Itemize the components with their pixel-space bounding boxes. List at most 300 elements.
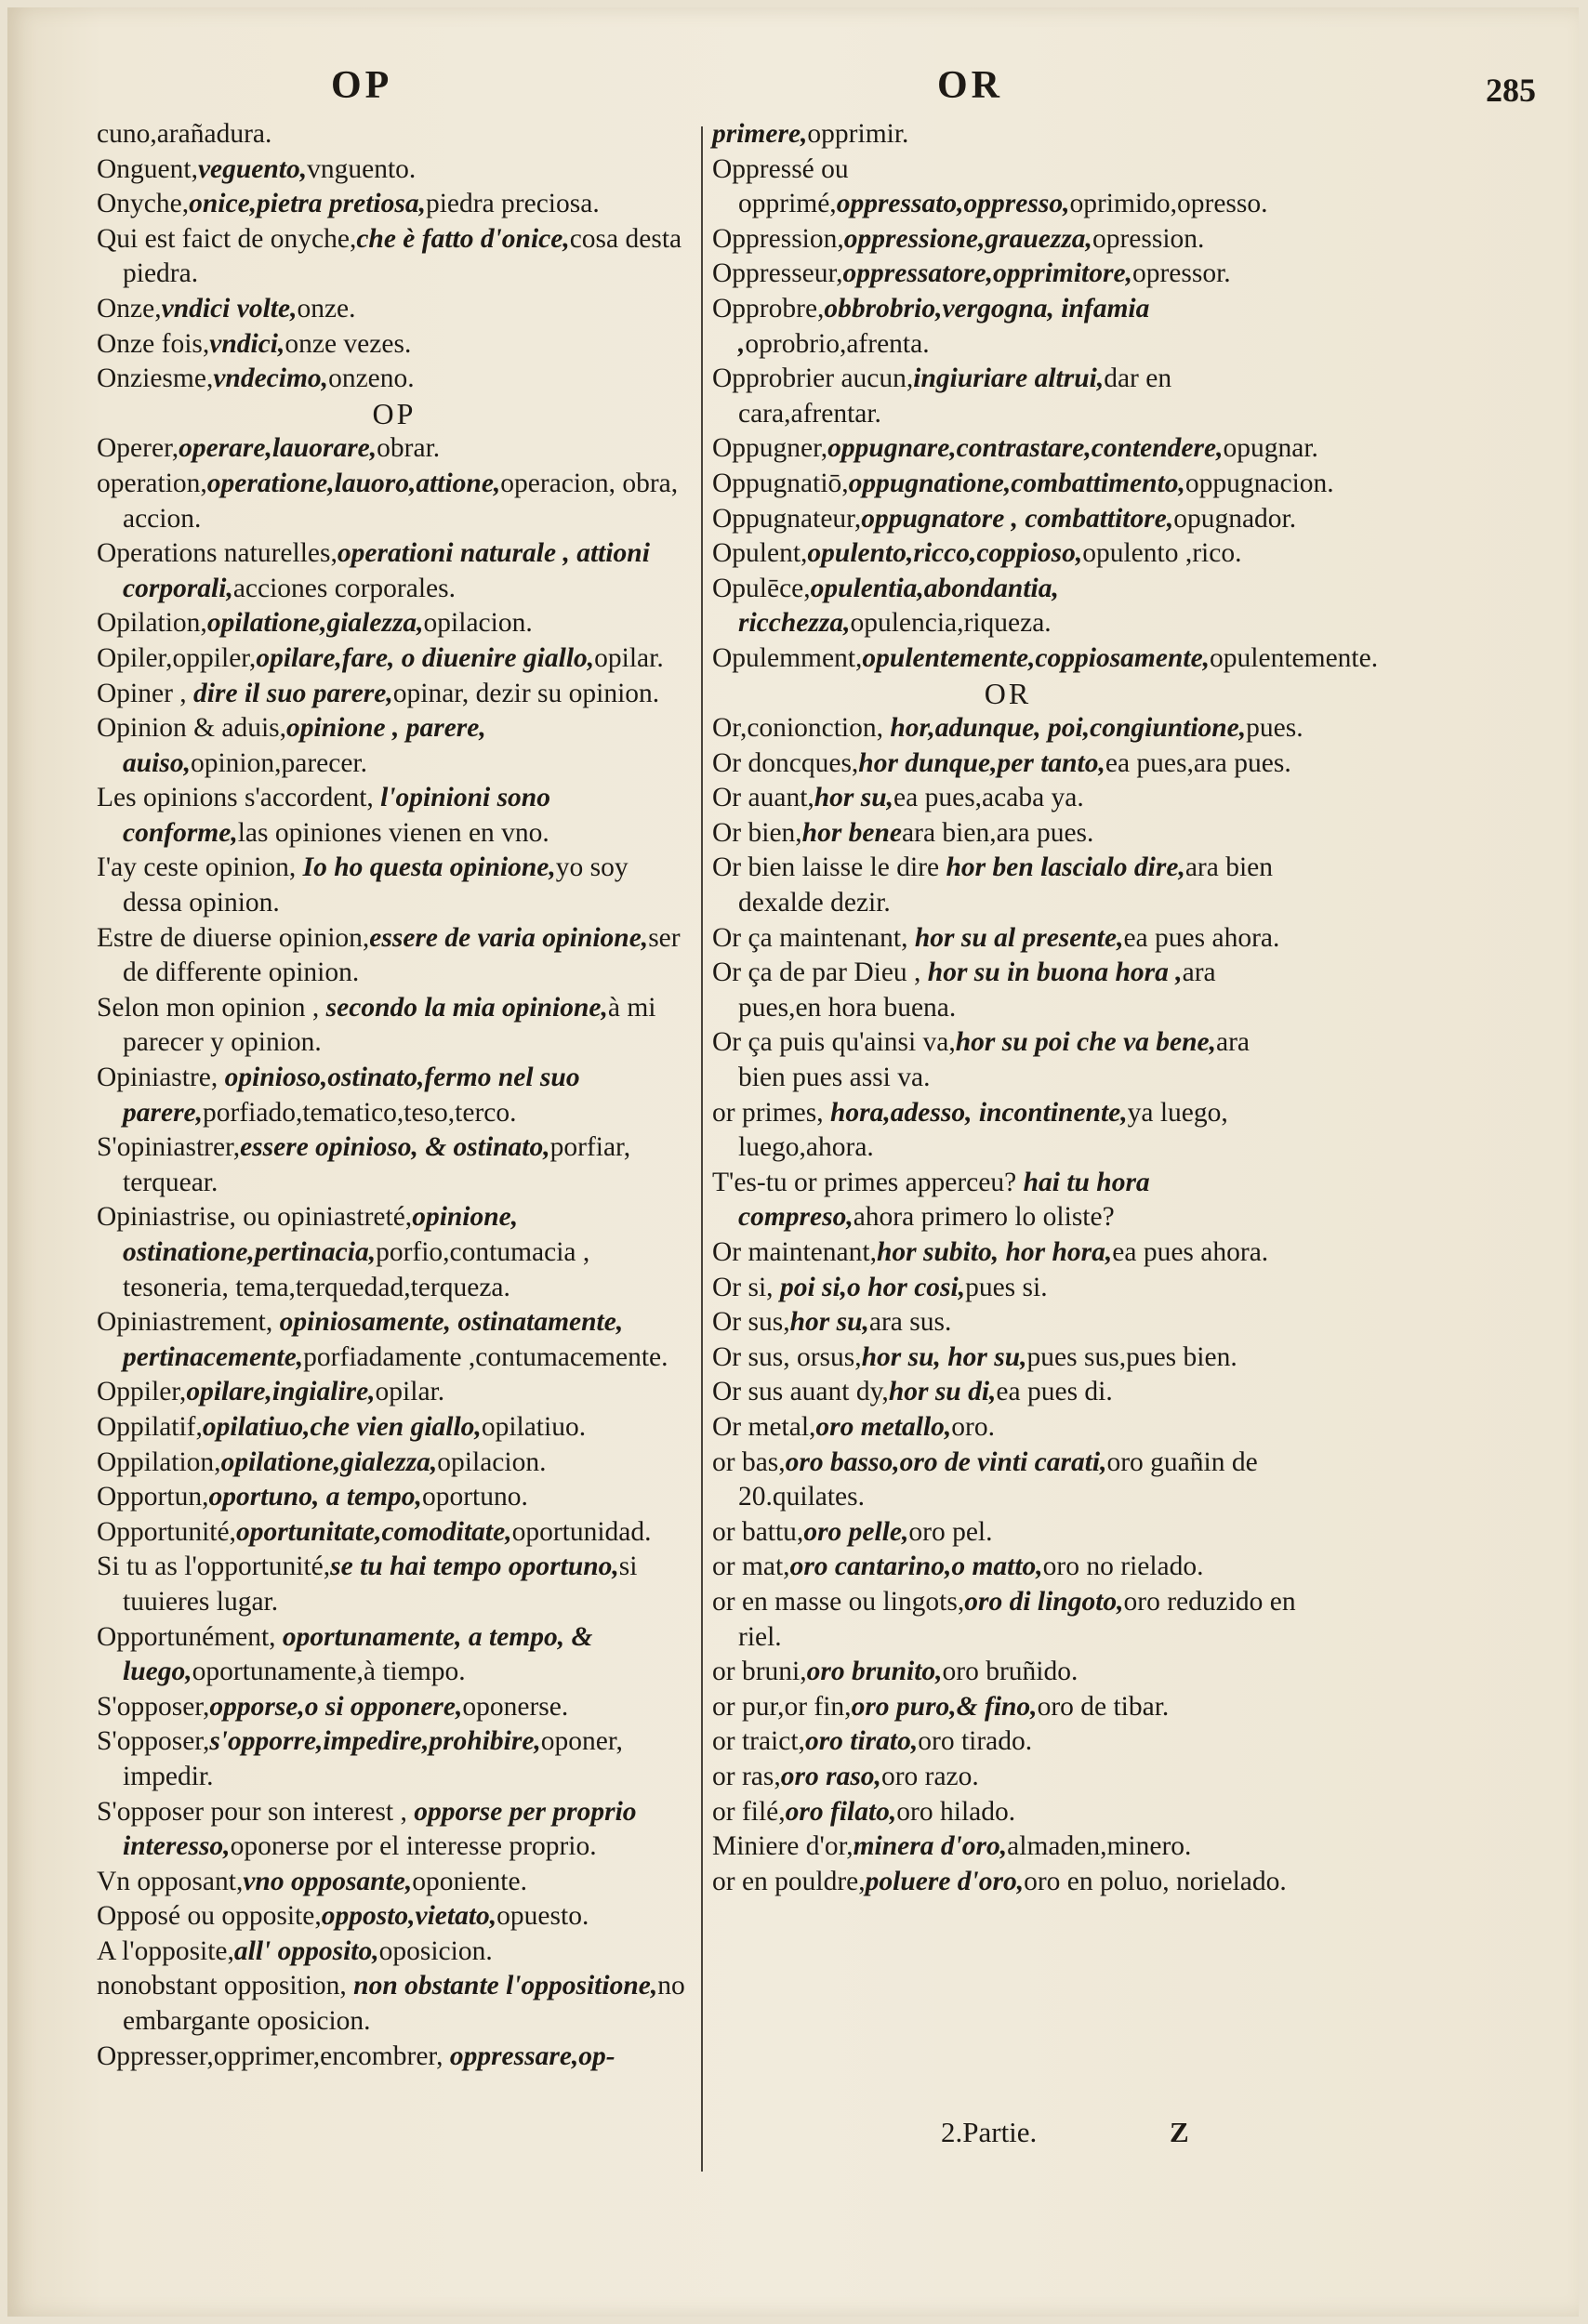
entry-italian: all' opposito, xyxy=(233,1935,379,1966)
entry-french: Onyche, xyxy=(97,189,190,219)
entry-french: Or ça de par Dieu , xyxy=(712,957,928,988)
entry-italian: primere, xyxy=(712,119,808,149)
entry-french: Opportunément, xyxy=(97,1621,283,1652)
entry-french: Opinion & aduis, xyxy=(97,713,287,744)
entry-italian: opilatione,gialezza, xyxy=(206,608,424,639)
entry-italian: hor ben lascialo dire, xyxy=(946,852,1185,883)
entry-spanish: oro reduzido en riel. xyxy=(738,1586,1296,1652)
entry-italian: operationi naturale , attioni corporali, xyxy=(123,538,650,603)
entry-italian: hor,adunque, poi,congiuntione, xyxy=(890,713,1247,744)
entry-french: Opiniastre, xyxy=(97,1063,225,1093)
entry-spanish: onze. xyxy=(297,293,356,324)
entry-spanish: opuesto. xyxy=(496,1901,589,1932)
dictionary-entry xyxy=(712,1550,1303,1585)
entry-italian: hai tu hora compreso, xyxy=(738,1167,1150,1233)
entry-italian: opilatione,gialezza, xyxy=(220,1446,438,1477)
entry-spanish: opugnar. xyxy=(1223,433,1318,464)
entry-italian: hora,adesso, incontinente, xyxy=(830,1097,1128,1128)
entry-french: Or ça puis qu'ainsi va, xyxy=(712,1027,956,1058)
entry-spanish: opulencia,riqueza. xyxy=(850,608,1052,639)
entry-french: Miniere d'or, xyxy=(712,1831,854,1862)
entry-french: I'ay ceste opinion, xyxy=(97,852,303,883)
entry-spanish: oro bruñido. xyxy=(942,1657,1079,1687)
entry-spanish: pues si. xyxy=(965,1272,1048,1302)
entry-italian: oppressare,op- xyxy=(449,2040,615,2071)
entry-italian: vndici, xyxy=(209,328,285,359)
signature-mark: Z xyxy=(1170,2116,1189,2148)
entry-spanish: opprimir. xyxy=(807,119,909,149)
entry-spanish: oponer, impedir. xyxy=(123,1726,623,1791)
entry-french: Opprobre, xyxy=(712,293,825,324)
entry-italian: oro brunito, xyxy=(806,1657,943,1687)
dictionary-entry xyxy=(97,711,692,781)
entry-french: Opulemment, xyxy=(712,642,863,673)
dictionary-entry xyxy=(97,677,692,712)
entry-spanish: si tuuieres lugar. xyxy=(123,1552,638,1617)
section-heading: OP xyxy=(372,396,417,430)
entry-french: Oppresseur, xyxy=(712,258,843,289)
entry-spanish: opilacion. xyxy=(423,608,533,639)
entry-italian: oportuno, a tempo, xyxy=(208,1482,422,1512)
entry-italian: vndecimo, xyxy=(213,363,329,394)
dictionary-entry xyxy=(97,991,692,1061)
dictionary-entry xyxy=(712,1235,1303,1271)
dictionary-entry xyxy=(97,781,692,851)
dictionary-entry xyxy=(712,851,1303,920)
entry-french: Oppressé ou opprimé, xyxy=(712,153,849,219)
entry-french: Les opinions s'accordent, xyxy=(97,783,381,813)
dictionary-entry xyxy=(97,1550,692,1619)
dictionary-entry xyxy=(712,1795,1303,1830)
entry-italian: oppugnatore , combattitore, xyxy=(861,503,1174,534)
entry-italian: oro basso,oro de vinti carati, xyxy=(785,1446,1107,1477)
dictionary-entry xyxy=(712,1446,1303,1515)
entry-italian: oportunamente, a tempo, & luego, xyxy=(123,1621,593,1687)
entry-spanish: oprobrio,afrenta. xyxy=(745,328,930,359)
dictionary-entry xyxy=(97,222,692,292)
entry-french: Or,conionction, xyxy=(712,713,891,744)
entry-french: or en pouldre, xyxy=(712,1866,866,1896)
entry-spanish: no embargante oposicion. xyxy=(123,1971,685,2037)
entry-spanish: à mi parecer y opinion. xyxy=(123,992,656,1058)
dictionary-entry xyxy=(97,921,692,991)
part-label: 2.Partie. xyxy=(941,2116,1038,2148)
entry-french: or battu, xyxy=(712,1516,804,1547)
dictionary-entry xyxy=(712,1515,1303,1551)
entry-french: S'opposer, xyxy=(97,1726,210,1757)
right-column xyxy=(712,117,1379,1899)
entry-italian: opporse per proprio interesso, xyxy=(123,1796,637,1862)
dictionary-entry xyxy=(97,152,692,188)
dictionary-entry xyxy=(97,1620,692,1690)
dictionary-entry xyxy=(712,1724,1303,1760)
entry-spanish: dar en cara,afrentar. xyxy=(738,363,1172,429)
entry-french: or ras, xyxy=(712,1761,781,1791)
entry-french: Onziesme, xyxy=(97,363,214,394)
entry-spanish: ser de differente opinion. xyxy=(123,922,681,988)
entry-spanish: opulentemente. xyxy=(1210,642,1379,673)
entry-italian: hor bene xyxy=(801,817,903,848)
header-left: OP xyxy=(331,64,393,107)
dictionary-entry xyxy=(97,1446,692,1481)
entry-spanish: las opiniones vienen en vno. xyxy=(237,817,549,848)
entry-french: Or metal, xyxy=(712,1411,816,1442)
entry-italian: opinione, ostinatione,pertinacia, xyxy=(123,1202,519,1267)
dictionary-entry xyxy=(97,467,692,536)
entry-french: Or si, xyxy=(712,1272,780,1302)
entry-italian: opporse,o si opponere, xyxy=(209,1691,463,1722)
dictionary-entry xyxy=(97,1515,692,1551)
entry-spanish: pues. xyxy=(1246,713,1303,744)
entry-spanish: opugnador. xyxy=(1173,503,1297,534)
entry-french: Qui est faict de onyche, xyxy=(97,223,357,254)
entry-italian: vndici volte, xyxy=(161,293,298,324)
dictionary-entry xyxy=(97,292,692,327)
entry-french: Opiner , xyxy=(97,678,194,708)
entry-italian: oro tirato, xyxy=(804,1726,919,1757)
entry-french: Opilation, xyxy=(97,608,207,639)
entry-french: cuno,arañadura. xyxy=(97,119,272,149)
dictionary-entry xyxy=(97,851,692,920)
entry-spanish: oro no rielado. xyxy=(1042,1552,1204,1582)
entry-spanish: ahora primero lo oliste? xyxy=(853,1202,1115,1233)
entry-french: Or ça maintenant, xyxy=(712,922,915,953)
dictionary-entry xyxy=(712,1655,1303,1690)
entry-spanish: porfiadamente ,contumacemente. xyxy=(303,1341,668,1372)
dictionary-entry xyxy=(712,781,1303,816)
entry-spanish: opilacion. xyxy=(437,1446,547,1477)
entry-french: Onze, xyxy=(97,293,162,324)
entry-italian: opulentemente,coppiosamente, xyxy=(862,642,1211,673)
dictionary-entry xyxy=(712,152,1303,222)
dictionary-entry xyxy=(712,431,1318,467)
entry-spanish: oro pel. xyxy=(908,1516,993,1547)
dictionary-entry xyxy=(97,1969,692,2039)
entry-spanish: ea pues ahora. xyxy=(1123,922,1280,953)
entry-italian: hor su in buona hora , xyxy=(927,957,1183,988)
entry-italian: opulento,ricco,coppioso, xyxy=(807,538,1083,569)
entry-spanish: opilar. xyxy=(594,642,664,673)
entry-french: Operations naturelles, xyxy=(97,538,337,569)
entry-italian: hor su, xyxy=(814,783,894,813)
entry-italian: essere de varia opinione, xyxy=(369,922,649,953)
entry-spanish: oro hilado. xyxy=(896,1796,1016,1827)
page-footer xyxy=(7,2116,1579,2157)
entry-italian: opinioso,ostinato,fermo nel suo parere, xyxy=(123,1063,580,1128)
entry-french: or en masse ou lingots, xyxy=(712,1586,965,1617)
entry-spanish: opulento ,rico. xyxy=(1082,538,1242,569)
entry-french: Si tu as l'opportunité, xyxy=(97,1552,331,1582)
entry-italian: hor subito, hor hora, xyxy=(876,1237,1113,1267)
entry-spanish: ara sus. xyxy=(868,1307,952,1338)
entry-spanish: opilar. xyxy=(375,1377,445,1407)
entry-spanish: oro razo. xyxy=(880,1761,979,1791)
entry-french: S'opposer, xyxy=(97,1691,210,1722)
entry-spanish: oponerse. xyxy=(462,1691,569,1722)
entry-italian: l'opinioni sono conforme, xyxy=(123,783,550,848)
entry-italian: opilare,fare, o diuenire giallo, xyxy=(256,642,595,673)
entry-spanish: oro tirado. xyxy=(918,1726,1033,1757)
entry-italian: opulentia,abondantia, ricchezza, xyxy=(738,573,1059,639)
dictionary-entry xyxy=(712,1096,1303,1166)
dictionary-page xyxy=(7,7,1579,2317)
entry-spanish: acciones corporales. xyxy=(232,573,456,603)
entry-italian: poi si,o hor cosi, xyxy=(779,1272,966,1302)
dictionary-entry xyxy=(712,1690,1303,1725)
entry-italian: hor su, hor su, xyxy=(861,1341,1027,1372)
entry-spanish: pues sus,pues bien. xyxy=(1026,1341,1237,1372)
dictionary-entry xyxy=(712,1410,1303,1446)
dictionary-entry xyxy=(97,1061,692,1130)
dictionary-entry xyxy=(97,1480,692,1515)
entry-french: Or sus, xyxy=(712,1307,790,1338)
entry-spanish: ea pues,ara pues. xyxy=(1105,747,1291,778)
entry-spanish: yo soy dessa opinion. xyxy=(123,852,629,918)
entry-french: Opposé ou opposite, xyxy=(97,1901,322,1932)
entry-french: Opiler,oppiler, xyxy=(97,642,257,673)
entry-italian: hor su di, xyxy=(888,1377,997,1407)
entry-french: or primes, xyxy=(712,1097,830,1128)
dictionary-entry xyxy=(97,1410,692,1446)
entry-french: Selon mon opinion , xyxy=(97,992,326,1023)
dictionary-entry xyxy=(712,362,1303,431)
dictionary-entry xyxy=(712,292,1303,362)
dictionary-entry xyxy=(712,956,1303,1025)
entry-spanish: oposicion. xyxy=(378,1935,493,1966)
page-number: 285 xyxy=(1486,72,1536,109)
entry-spanish: oro guañin de 20.quilates. xyxy=(738,1446,1258,1512)
entry-french: Operer, xyxy=(97,433,179,464)
entry-italian: se tu hai tempo oportuno, xyxy=(330,1552,619,1582)
entry-italian: s'opporre,impedire,prohibire, xyxy=(209,1726,541,1757)
entry-spanish: oprimido,opresso. xyxy=(1069,189,1268,219)
dictionary-entry xyxy=(712,117,1303,152)
dictionary-entry xyxy=(97,362,692,397)
dictionary-entry xyxy=(97,1690,692,1725)
dictionary-entry xyxy=(97,1899,692,1934)
section-heading: OR xyxy=(984,676,1032,710)
entry-italian: oppugnare,contrastare,contendere, xyxy=(827,433,1224,464)
entry-italian: che è fatto d'onice, xyxy=(356,223,570,254)
entry-french: Opulēce, xyxy=(712,573,811,603)
entry-spanish: onzeno. xyxy=(328,363,415,394)
entry-spanish: opressor. xyxy=(1131,258,1231,289)
entry-italian: ingiuriare altrui, xyxy=(913,363,1105,394)
entry-italian: oro pelle, xyxy=(803,1516,909,1547)
dictionary-entry xyxy=(712,502,1303,537)
dictionary-entry xyxy=(712,816,1303,852)
entry-french: Opiniastrement, xyxy=(97,1307,280,1338)
entry-spanish: oro de tibar. xyxy=(1037,1691,1170,1722)
dictionary-entry xyxy=(97,641,692,677)
entry-french: Oppilatif, xyxy=(97,1411,203,1442)
entry-italian: secondo la mia opinione, xyxy=(325,992,608,1023)
dictionary-entry xyxy=(712,257,1303,292)
entry-french: Opiniastrise, ou opiniastreté, xyxy=(97,1202,413,1233)
dictionary-entry xyxy=(712,1375,1303,1410)
entry-spanish: oro. xyxy=(951,1411,995,1442)
entry-spanish: oponiente. xyxy=(412,1866,527,1896)
entry-italian: essere opinioso, & ostinato, xyxy=(240,1132,550,1163)
entry-italian: oro puro,& fino, xyxy=(851,1691,1038,1722)
dictionary-entry xyxy=(97,1934,692,1970)
dictionary-entry xyxy=(712,641,1379,677)
entry-french: Oppugner, xyxy=(712,433,828,464)
entry-french: Opportunité, xyxy=(97,1516,236,1547)
dictionary-entry xyxy=(97,536,692,606)
dictionary-entry xyxy=(97,2040,692,2075)
entry-italian: oro filato, xyxy=(785,1796,897,1827)
entry-french: Or bien laisse le dire xyxy=(712,852,946,883)
entry-french: Oppiler, xyxy=(97,1377,187,1407)
entry-italian: onice,pietra pretiosa, xyxy=(189,189,426,219)
dictionary-entry xyxy=(97,117,692,152)
entry-italian: operatione,lauoro,attione, xyxy=(206,468,501,498)
dictionary-entry xyxy=(712,1340,1303,1376)
entry-spanish: opression. xyxy=(1092,223,1205,254)
entry-spanish: opinar, dezir su opinion. xyxy=(392,678,660,708)
entry-spanish: porfiado,tematico,teso,terco. xyxy=(203,1097,517,1128)
entry-french: or bas, xyxy=(712,1446,786,1477)
entry-french: A l'opposite, xyxy=(97,1935,234,1966)
entry-italian: opinione , parere, auiso, xyxy=(123,713,486,778)
header-right: OR xyxy=(937,64,1003,107)
entry-french: Onguent, xyxy=(97,153,198,184)
running-header xyxy=(7,63,1579,119)
entry-spanish: oportunamente,à tiempo. xyxy=(192,1657,466,1687)
entry-french: Or auant, xyxy=(712,783,814,813)
dictionary-entry xyxy=(712,536,1303,572)
entry-french: or pur,or fin, xyxy=(712,1691,852,1722)
entry-french: Oppugnateur, xyxy=(712,503,862,534)
entry-spanish: vnguento. xyxy=(307,153,417,184)
entry-french: S'opiniastrer, xyxy=(97,1132,241,1163)
entry-spanish: porfiar, terquear. xyxy=(123,1132,631,1197)
entry-spanish: opinion,parecer. xyxy=(190,747,368,778)
entry-italian: dire il suo parere, xyxy=(193,678,393,708)
entry-italian: hor dunque,per tanto, xyxy=(858,747,1105,778)
dictionary-entry xyxy=(97,1305,692,1375)
entry-spanish: ara bien pues assi va. xyxy=(738,1027,1251,1093)
entry-spanish: onze vezes. xyxy=(285,328,412,359)
entry-french: Onze fois, xyxy=(97,328,210,359)
entry-italian: non obstante l'oppositione, xyxy=(353,1971,658,2001)
entry-spanish: cosa desta piedra. xyxy=(123,223,682,289)
entry-italian: oppressato,oppresso, xyxy=(836,189,1070,219)
entry-italian: obbrobrio,vergogna, infamia , xyxy=(738,293,1150,359)
entry-spanish: ara bien dexalde dezir. xyxy=(738,852,1274,918)
entry-italian: minera d'oro, xyxy=(853,1831,1008,1862)
entry-french: Opprobrier aucun, xyxy=(712,363,914,394)
dictionary-entry xyxy=(712,572,1303,641)
dictionary-entry xyxy=(712,1271,1303,1306)
entry-french: nonobstant opposition, xyxy=(97,1971,354,2001)
dictionary-entry xyxy=(712,1585,1303,1655)
dictionary-entry xyxy=(97,1375,692,1410)
entry-spanish: opilatiuo. xyxy=(481,1411,587,1442)
entry-french: Or sus auant dy, xyxy=(712,1377,889,1407)
entry-italian: poluere d'oro, xyxy=(865,1866,1025,1896)
entry-spanish: obrar. xyxy=(377,433,441,464)
dictionary-entry xyxy=(97,606,692,641)
entry-spanish: ea pues ahora. xyxy=(1112,1237,1269,1267)
entry-spanish: oppugnacion. xyxy=(1184,468,1334,498)
entry-french: Oppression, xyxy=(712,223,844,254)
entry-italian: oportunitate,comoditate, xyxy=(235,1516,512,1547)
dictionary-entry xyxy=(712,1760,1303,1795)
entry-italian: opilare,ingialire, xyxy=(186,1377,376,1407)
entry-italian: oro di lingoto, xyxy=(964,1586,1124,1617)
entry-french: Or sus, orsus, xyxy=(712,1341,862,1372)
entry-italian: vno opposante, xyxy=(243,1866,413,1896)
dictionary-entry xyxy=(712,1025,1303,1095)
entry-italian: operare,lauorare, xyxy=(179,433,377,464)
dictionary-entry xyxy=(97,187,692,222)
left-column xyxy=(97,117,692,2074)
dictionary-entry xyxy=(97,1724,692,1794)
entry-spanish: oportuno. xyxy=(421,1482,528,1512)
entry-french: Vn opposant, xyxy=(97,1866,244,1896)
dictionary-entry xyxy=(712,1166,1303,1235)
dictionary-entry xyxy=(712,921,1303,957)
entry-french: Opportun, xyxy=(97,1482,209,1512)
entry-french: Oppilation, xyxy=(97,1446,221,1477)
entry-french: Oppugnatiō, xyxy=(712,468,849,498)
dictionary-entry xyxy=(712,746,1303,782)
entry-french: Estre de diuerse opinion, xyxy=(97,922,370,953)
dictionary-entry xyxy=(97,1865,692,1900)
entry-italian: Io ho questa opinione, xyxy=(302,852,556,883)
dictionary-entry xyxy=(97,1130,692,1200)
dictionary-entry xyxy=(97,1200,692,1305)
entry-italian: oro metallo, xyxy=(815,1411,952,1442)
entry-french: operation, xyxy=(97,468,207,498)
entry-spanish: ara pues,en hora buena. xyxy=(738,957,1216,1023)
entry-spanish: oponerse por el interesse proprio. xyxy=(230,1831,597,1862)
entry-italian: oppugnatione,combattimento, xyxy=(848,468,1185,498)
entry-spanish: ea pues,acaba ya. xyxy=(893,783,1084,813)
entry-spanish: piedra preciosa. xyxy=(425,189,600,219)
entry-italian: oro raso, xyxy=(780,1761,881,1791)
dictionary-entry xyxy=(712,467,1334,502)
entry-italian: hor su al presente, xyxy=(914,922,1124,953)
entry-italian: opiniosamente, ostinatamente, pertinacemente, xyxy=(123,1307,624,1372)
dictionary-entry xyxy=(712,1865,1303,1900)
entry-italian: oro cantarino,o matto, xyxy=(789,1552,1043,1582)
entry-spanish: porfio,contumacia , tesoneria, tema,terquedad,terqueza. xyxy=(123,1237,590,1302)
entry-spanish: almaden,minero. xyxy=(1007,1831,1192,1862)
entry-french: or bruni, xyxy=(712,1657,807,1687)
entry-spanish: ara bien,ara pues. xyxy=(902,817,1094,848)
entry-french: Opulent, xyxy=(712,538,808,569)
entry-french: or mat, xyxy=(712,1552,790,1582)
entry-french: or traict, xyxy=(712,1726,805,1757)
entry-spanish: oportunidad. xyxy=(511,1516,652,1547)
dictionary-entry xyxy=(97,431,692,467)
entry-french: T'es-tu or primes apperceu? xyxy=(712,1167,1024,1197)
dictionary-entry xyxy=(97,1795,692,1865)
dictionary-entry xyxy=(712,222,1303,257)
dictionary-entry xyxy=(712,711,1303,746)
entry-italian: opilatiuo,che vien giallo, xyxy=(202,1411,482,1442)
dictionary-entry xyxy=(712,1829,1303,1865)
dictionary-entry xyxy=(712,1305,1303,1340)
entry-french: Or bien, xyxy=(712,817,802,848)
column-divider xyxy=(701,126,703,2172)
entry-spanish: oro en poluo, norielado. xyxy=(1024,1866,1287,1896)
dictionary-entry xyxy=(97,327,692,363)
entry-spanish: ya luego, luego,ahora. xyxy=(738,1097,1228,1163)
